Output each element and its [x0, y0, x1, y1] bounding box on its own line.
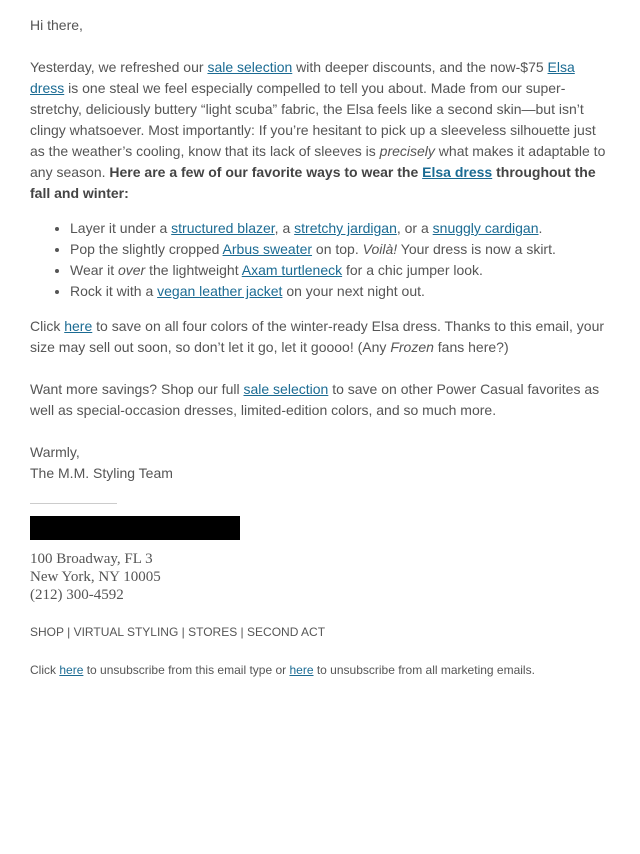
- elsa-dress-bold-link[interactable]: Elsa dress: [422, 164, 493, 180]
- brand-logo-bar: [30, 516, 240, 540]
- paragraph-text: to save on all four colors of the winter-ready Elsa dress. Thanks to this email, your size may sell out soon, so don’t let it go, let it goooo! (Any: [30, 318, 605, 355]
- list-text: the lightweight: [145, 262, 242, 278]
- list-text: for a chic jumper look.: [342, 262, 483, 278]
- list-item: [70, 281, 608, 302]
- footer-link-second-act[interactable]: SECOND ACT: [247, 625, 326, 639]
- unsubscribe-all-link[interactable]: here: [289, 663, 314, 677]
- list-text: on top.: [312, 241, 363, 257]
- list-text: .: [538, 220, 543, 236]
- vegan-leather-jacket-link[interactable]: vegan leather jacket: [157, 283, 283, 299]
- list-item: [70, 218, 608, 239]
- paragraph-text: Click: [30, 318, 65, 334]
- list-text: Wear it: [70, 262, 118, 278]
- intro-paragraph: [30, 57, 608, 204]
- intro-emphasis: precisely: [379, 143, 435, 159]
- greeting: Hi there,: [30, 17, 83, 33]
- here-link[interactable]: here: [64, 318, 93, 334]
- elsa-dress-link[interactable]: Elsa dress: [30, 59, 575, 96]
- footer-nav: [30, 624, 608, 640]
- list-text: Rock it with a: [70, 283, 158, 299]
- email-body: [30, 15, 608, 678]
- structured-blazer-link[interactable]: structured blazer: [171, 220, 275, 236]
- list-text: , a: [274, 220, 295, 236]
- signature-divider: [30, 503, 117, 504]
- footer-link-virtual-styling[interactable]: VIRTUAL STYLING: [73, 625, 179, 639]
- list-text: , or a: [396, 220, 433, 236]
- intro-bold: [30, 164, 596, 201]
- address-line-1: 100 Broadway, FL 3: [30, 551, 153, 567]
- list-text: Your dress is now a skirt.: [397, 241, 556, 257]
- intro-text: Yesterday, we refreshed our: [30, 59, 208, 75]
- list-text: Pop the slightly cropped: [70, 241, 223, 257]
- snuggly-cardigan-link[interactable]: snuggly cardigan: [432, 220, 539, 236]
- styling-tips-list: [30, 218, 608, 302]
- list-item: [70, 239, 608, 260]
- footer-separator: |: [237, 625, 248, 639]
- paragraph-text: Want more savings? Shop our full: [30, 381, 244, 397]
- footer-link-stores[interactable]: STORES: [188, 625, 238, 639]
- intro-bold-text: throughout the fall and winter:: [30, 164, 596, 201]
- address-block: [30, 550, 608, 604]
- footer-link-shop[interactable]: SHOP: [30, 625, 64, 639]
- signoff: Warmly,: [30, 444, 80, 460]
- unsubscribe-type-link[interactable]: here: [59, 663, 84, 677]
- list-item: [70, 260, 608, 281]
- intro-text: with deeper discounts, and the now-$75: [292, 59, 548, 75]
- paragraph-text: to save on other Power Casual favorites as well as special-occasion dresses, limited-edition colors, and so much more.: [30, 381, 600, 418]
- unsubscribe-line: [30, 662, 608, 678]
- unsubscribe-text: to unsubscribe from this email type or: [83, 663, 290, 677]
- footer-separator: |: [63, 625, 74, 639]
- unsubscribe-text: to unsubscribe from all marketing emails.: [313, 663, 535, 677]
- footer-separator: |: [178, 625, 189, 639]
- intro-text: what makes it adaptable to any season.: [30, 143, 606, 180]
- list-emphasis: Voilà!: [362, 241, 398, 257]
- sale-selection-link[interactable]: sale selection: [207, 59, 293, 75]
- intro-bold-text: Here are a few of our favorite ways to wear the: [109, 164, 423, 180]
- click-paragraph: [30, 316, 608, 358]
- savings-paragraph: [30, 379, 608, 421]
- intro-text: is one steal we feel especially compelled to tell you about. Made from our super-stretchy, deliciously buttery “light scuba” fabric, the Elsa feels like a second skin—but isn’t clingy whatsoever. Most importantly: If you’re hesitant to pick up a sleeveless silhouette just as the weather’s cooling, know that its lack of sleeves is: [30, 80, 596, 159]
- paragraph-emphasis: Frozen: [390, 339, 434, 355]
- team-signature: The M.M. Styling Team: [30, 465, 173, 481]
- list-text: Layer it under a: [70, 220, 172, 236]
- list-emphasis: over: [117, 262, 146, 278]
- list-text: on your next night out.: [282, 283, 425, 299]
- phone-number: (212) 300-4592: [30, 587, 124, 603]
- axam-turtleneck-link[interactable]: Axam turtleneck: [241, 262, 343, 278]
- stretchy-jardigan-link[interactable]: stretchy jardigan: [294, 220, 397, 236]
- paragraph-text: fans here?): [433, 339, 509, 355]
- sale-selection-link-2[interactable]: sale selection: [243, 381, 329, 397]
- address-line-2: New York, NY 10005: [30, 569, 161, 585]
- unsubscribe-text: Click: [30, 663, 60, 677]
- arbus-sweater-link[interactable]: Arbus sweater: [222, 241, 313, 257]
